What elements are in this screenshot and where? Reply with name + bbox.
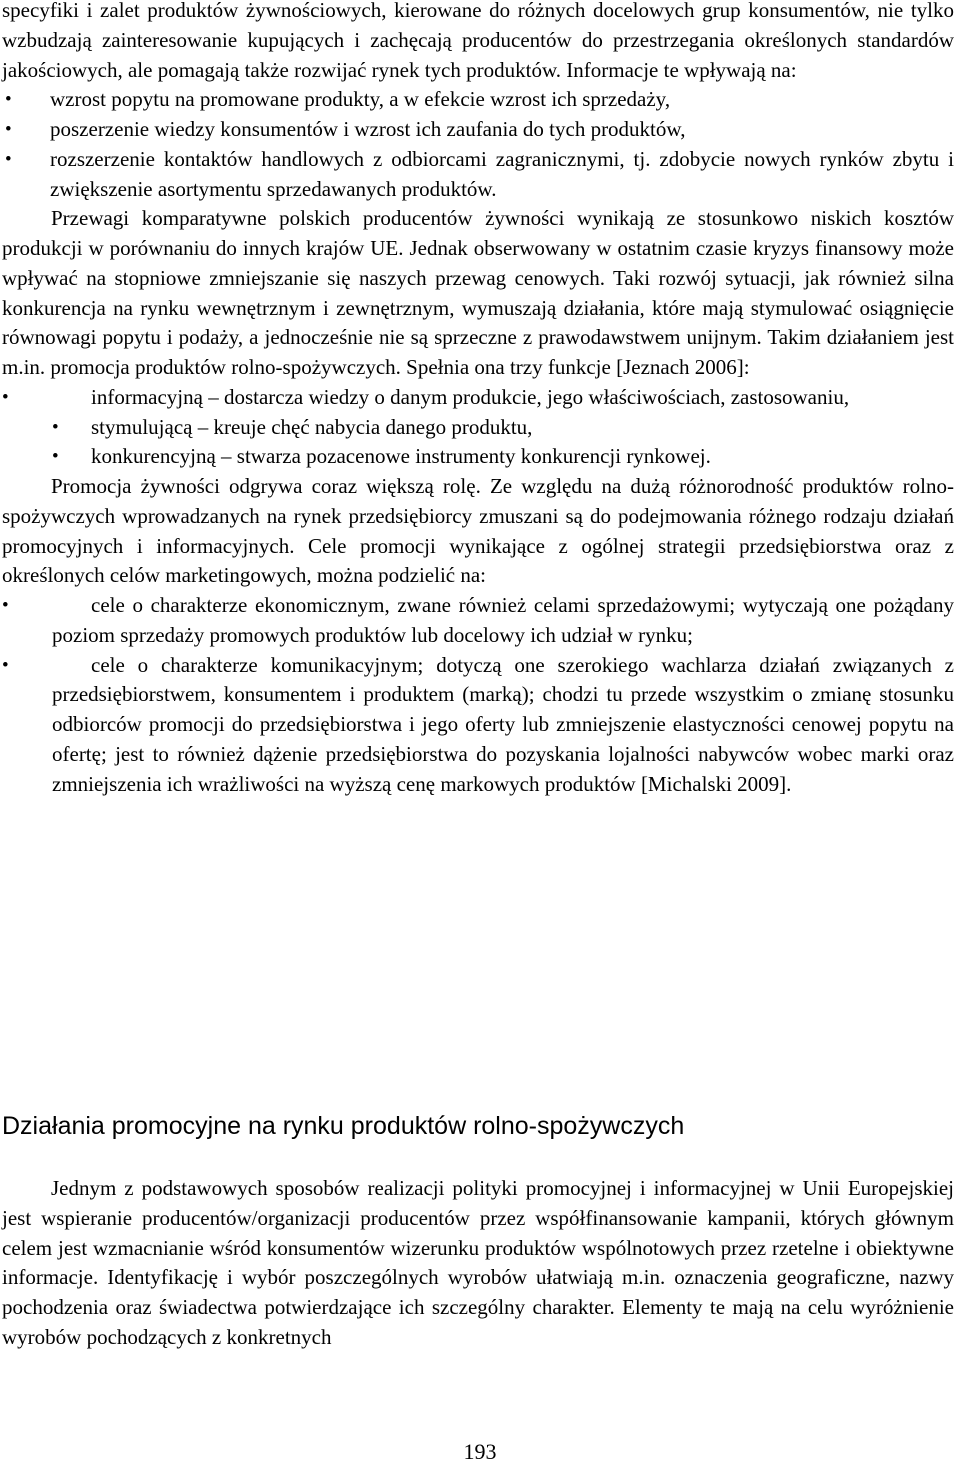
list-item-text: stymulującą – kreuje chęć nabycia danego produktu,: [91, 414, 533, 439]
goals-bullet-list: [2, 591, 954, 799]
list-item-text: konkurencyjną – stwarza pozacenowe instrumenty konkurencji rynkowej.: [91, 444, 711, 469]
list-item-text: informacyjną – dostarcza wiedzy o danym produkcie, jego właściwościach, zastosowaniu,: [91, 384, 850, 409]
bullet-icon: •: [2, 386, 9, 408]
section-heading: Działania promocyjne na rynku produktów rolno-spożywczych: [2, 1112, 685, 1140]
list-item: [2, 413, 954, 443]
effects-bullet-list: [2, 85, 954, 204]
list-item-text: cele o charakterze komunikacyjnym; dotyczą one szerokiego wachlarza działań związanych z przedsiębiorstwem, konsumentem i produktem (marką); chodzi tu przede wszystkim o zmianę stosunku odbiorców promocji do przedsiębiorstwa i jego oferty lub zmniejszenie elastyczności cenowej popytu na ofertę; jest to również dążenie przedsiębiorstwa do pozyskania lojalności nabywców wobec marki oraz zmniejszenia ich wrażliwości na wyższą cenę markowych produktów [Michalski 2009].: [52, 652, 954, 796]
eu-promotion-paragraph: Jednym z podstawowych sposobów realizacji polityki promocyjnej i informacyjnej w Unii Europejskiej jest wspieranie producentów/organizacji producentów przez współfinansowanie kampanii, których głównym celem jest wzmacnianie wśród konsumentów wizerunku produktów wspólnotowych przez rzetelne i obiektywne informacje. Identyfikację i wybór poszczególnych wyrobów ułatwiają m.in. oznaczenia geograficzne, nazwy pochodzenia oraz świadectwa potwierdzające ich szczególny charakter. Elementy te mają na celu wyróżnienie wyrobów pochodzących z konkretnych: [2, 1176, 954, 1349]
bullet-icon: •: [5, 89, 12, 111]
advantages-paragraph: Przewagi komparatywne polskich producentów żywności wynikają ze stosunkowo niskich kosztów produkcji w porównaniu do innych krajów UE. Jednak obserwowany w ostatnim czasie kryzys finansowy może wpływać na stopniowe zmniejszanie się naszych przewag cenowych. Taki rozwój sytuacji, jak również silna konkurencja na rynku wewnętrznym i zewnętrznym, wymuszają działania, które mają stymulować osiągnięcie równowagi popytu i podaży, a jednocześnie nie są sprzeczne z prawodawstwem unijnym. Takim działaniem jest m.in. promocja produktów rolno-spożywczych. Spełnia ona trzy funkcje [Jeznach 2006]:: [2, 206, 954, 379]
list-item: [2, 85, 954, 115]
bullet-icon: •: [5, 119, 12, 140]
list-item: [2, 383, 954, 413]
list-item-text: wzrost popytu na promowane produkty, a w efekcie wzrost ich sprzedaży,: [50, 87, 671, 112]
body-text-lower: [2, 1174, 954, 1353]
promotion-paragraph: Promocja żywności odgrywa coraz większą rolę. Ze względu na dużą różnorodność produktów rolno-spożywczych wprowadzanych na rynek przedsiębiorcy zmuszani są do podejmowania różnego rodzaju działań promocyjnych i informacyjnych. Cele promocji wynikające z ogólnej strategii przedsiębiorstwa oraz z określonych celów marketingowych, można podzielić na:: [2, 474, 954, 588]
page-number: 193: [463, 1439, 497, 1464]
intro-paragraph: specyfiki i zalet produktów żywnościowych, kierowane do różnych docelowych grup konsumentów, nie tylko wzbudzają zainteresowanie kupujących i zachęcają producentów do przestrzegania określonych standardów jakościowych, ale pomagają także rozwijać rynek tych produktów. Informacje te wpływają na:: [2, 0, 954, 82]
list-item-text: rozszerzenie kontaktów handlowych z odbiorcami zagranicznymi, tj. zdobycie nowych rynków zbytu i zwiększenie asortymentu sprzedawanych produktów.: [50, 146, 954, 201]
list-item: [2, 145, 954, 205]
body-text-upper: [2, 0, 954, 799]
bullet-icon: •: [52, 416, 59, 438]
list-item: [2, 442, 954, 472]
bullet-icon: •: [2, 595, 9, 616]
bullet-icon: •: [5, 148, 12, 170]
functions-bullet-list: [2, 383, 954, 472]
list-item: [2, 115, 954, 145]
bullet-icon: •: [2, 654, 9, 676]
list-item-text: cele o charakterze ekonomicznym, zwane również celami sprzedażowymi; wytyczają one pożądany poziom sprzedaży promowych produktów lub docelowy ich udział w rynku;: [52, 593, 954, 647]
bullet-icon: •: [52, 446, 59, 468]
list-item: [2, 591, 954, 651]
list-item-text: poszerzenie wiedzy konsumentów i wzrost ich zaufania do tych produktów,: [50, 117, 686, 141]
list-item: [2, 651, 954, 800]
